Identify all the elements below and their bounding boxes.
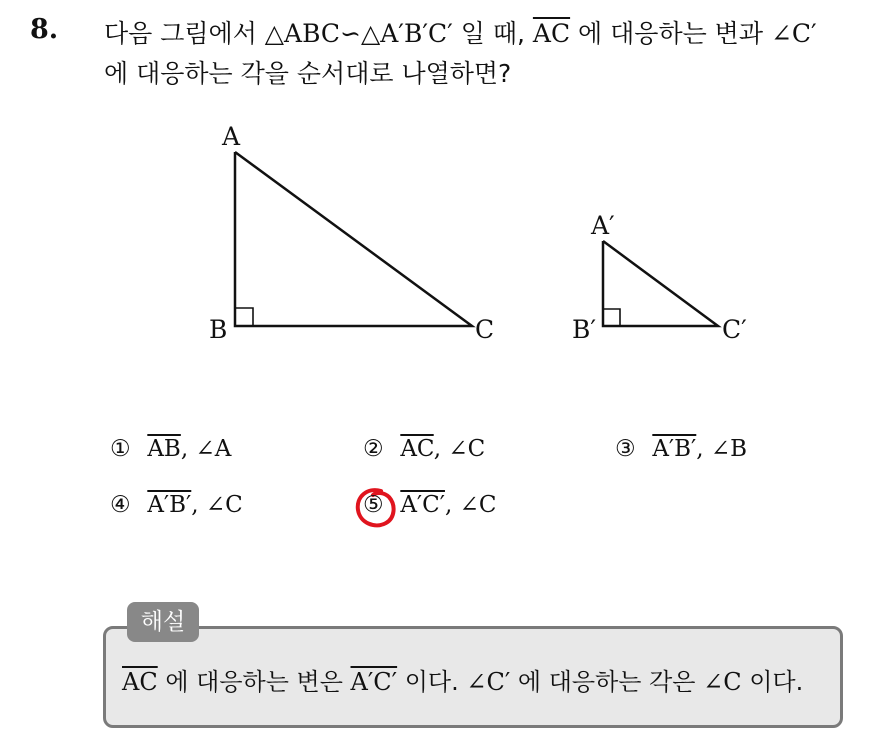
explanation-text-part: 이다.: [397, 668, 467, 696]
choice-number: ⑤: [363, 492, 384, 518]
explanation-text: [122, 662, 803, 697]
small-right-angle-mark: [603, 309, 620, 326]
choice-segment: $\overline{AC}$: [400, 436, 434, 462]
choice-angle: ∠C: [448, 436, 486, 462]
explanation-tag: 해설: [127, 602, 199, 642]
choice-2[interactable]: [363, 436, 485, 462]
choice-5[interactable]: [363, 492, 496, 518]
choice-number: ②: [363, 436, 384, 462]
vertex-label-c: C: [475, 315, 495, 344]
big-triangle-outline: [235, 152, 472, 326]
choice-1[interactable]: [110, 436, 231, 462]
choice-separator: ,: [444, 492, 460, 518]
choice-angle: ∠C: [205, 492, 243, 518]
explanation-segment-ac: $\overline{AC}$: [122, 668, 158, 696]
choice-number-marked: [363, 492, 393, 518]
question-number: 8.: [30, 14, 59, 45]
choice-number: ④: [110, 492, 131, 518]
choice-segment: A′B′: [652, 436, 697, 462]
choice-4[interactable]: [110, 492, 243, 518]
choice-3[interactable]: [615, 436, 747, 462]
vertex-label-a-prime: A′: [591, 211, 615, 240]
choice-angle: ∠C: [459, 492, 497, 518]
segment-ac: $\overline{AC}$: [532, 19, 571, 48]
big-right-angle-mark: [235, 308, 253, 326]
angle-c-prime: ∠C′: [770, 19, 817, 48]
vertex-label-b: B: [209, 315, 228, 344]
choice-number: ①: [110, 436, 131, 462]
explanation-segment-a-prime-c-prime: A′C′: [350, 668, 398, 696]
explanation-text-part: 에 대응하는 각은: [510, 668, 704, 696]
similarity-expression: △ABC∽△A′B′C′: [264, 19, 453, 48]
question-line-2: 에 대응하는 각을 순서대로 나열하면?: [104, 59, 512, 88]
vertex-label-a: A: [222, 122, 241, 151]
choice-separator: ,: [696, 436, 711, 462]
question-text-part: 에 대응하는 변과: [570, 19, 771, 48]
choice-separator: ,: [191, 492, 206, 518]
choice-segment: A′C′: [400, 492, 445, 518]
vertex-label-c-prime: C′: [722, 315, 747, 344]
explanation-angle-c-prime: ∠C′: [466, 668, 511, 696]
explanation-text-part: 이다.: [741, 668, 804, 696]
big-triangle: [235, 152, 472, 326]
explanation-angle-c: ∠C: [703, 668, 742, 696]
small-triangle: [603, 241, 718, 326]
choice-number: ③: [615, 436, 636, 462]
choice-separator: ,: [180, 436, 196, 462]
choice-angle: ∠A: [195, 436, 232, 462]
choice-segment: $\overline{AB}$: [147, 436, 181, 462]
choice-angle: ∠B: [710, 436, 748, 462]
explanation-text-part: 에 대응하는 변은: [157, 668, 351, 696]
question-text-part: 다음 그림에서: [104, 19, 265, 48]
vertex-label-b-prime: B′: [572, 315, 597, 344]
question-text-part: 일 때,: [452, 19, 533, 48]
choice-segment: A′B′: [147, 492, 192, 518]
choice-separator: ,: [433, 436, 449, 462]
